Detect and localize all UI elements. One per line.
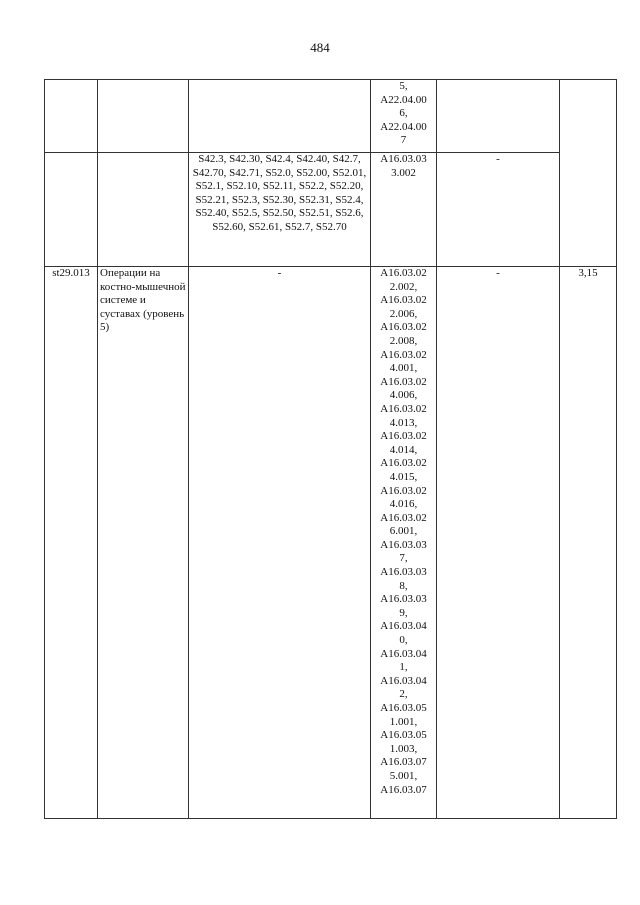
services-cell: A16.03.03 3.002 <box>371 153 437 267</box>
code-cell <box>45 153 98 267</box>
name-cell <box>98 80 189 153</box>
code-cell <box>45 80 98 153</box>
diagnoses-cell: - <box>189 267 371 819</box>
diagnoses-cell <box>189 80 371 153</box>
table-row <box>45 80 617 153</box>
other-criteria-cell: - <box>437 267 560 819</box>
table-row <box>45 153 617 267</box>
services-cell: 5, A22.04.00 6, A22.04.00 7 <box>371 80 437 153</box>
other-criteria-cell <box>437 80 560 153</box>
page-number: 484 <box>310 40 330 55</box>
coefficient-cell: 3,15 <box>560 267 617 819</box>
kpg-table <box>44 79 617 819</box>
code-cell: st29.013 <box>45 267 98 819</box>
name-cell <box>98 153 189 267</box>
name-cell: Операции на костно-мышечной системе и суставах (уровень 5) <box>98 267 189 819</box>
diagnoses-cell: S42.3, S42.30, S42.4, S42.40, S42.7, S42.70, S42.71, S52.0, S52.00, S52.01, S52.1, S52.10, S52.11, S52.2, S52.20, S52.21, S52.3, S52.30, S52.31, S52.4, S52.40, S52.5, S52.50, S52.51, S52.6, S52.60, S52.61, S52.7, S52.70 <box>189 153 371 267</box>
coefficient-cell <box>560 80 617 267</box>
other-criteria-cell: - <box>437 153 560 267</box>
table-row <box>45 267 617 819</box>
services-cell: A16.03.02 2.002, A16.03.02 2.006, A16.03.02 2.008, A16.03.02 4.001, A16.03.02 4.006, A16.03.02 4.013, A16.03.02 4.014, A16.03.02 4.015, A16.03.02 4.016, A16.03.02 6.001, A16.03.03 7, A16.03.03 8, A16.03.03 9, A16.03.04 0, A16.03.04 1, A16.03.04 2, A16.03.05 1.001, A16.03.05 1.003, A16.03.07 5.001, A16.03.07 <box>371 267 437 819</box>
